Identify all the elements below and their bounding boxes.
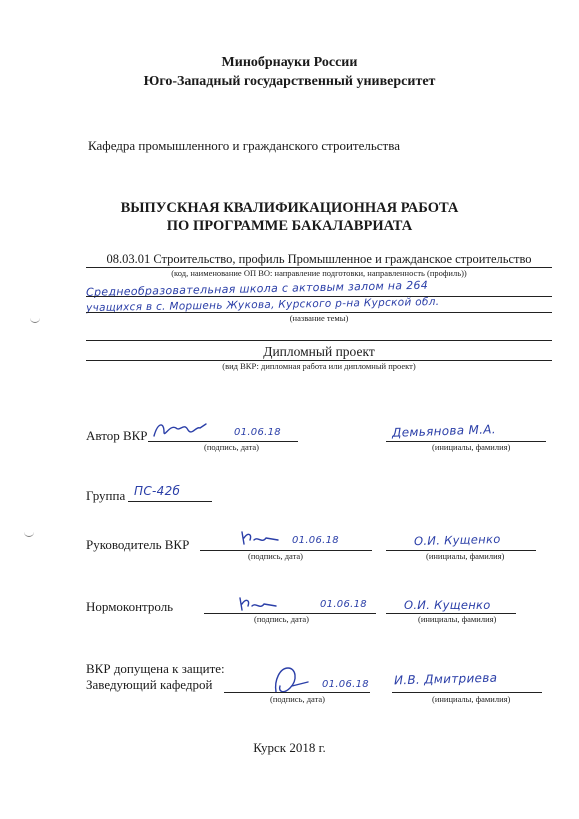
work-type-value: Дипломный проект xyxy=(263,344,375,359)
supervisor-name: О.И. Кущенко xyxy=(413,531,501,549)
author-label: Автор ВКР xyxy=(86,428,148,443)
author-date: 01.06.18 xyxy=(234,427,281,438)
department-head-date: 01.06.18 xyxy=(322,679,369,690)
supervisor-date: 01.06.18 xyxy=(292,535,339,546)
group-label: Группа xyxy=(86,488,126,503)
author-name-caption: (инициалы, фамилия) xyxy=(432,442,511,452)
department-name: Кафедра промышленного и гражданского строительства xyxy=(88,138,400,153)
topic-caption: (название темы) xyxy=(289,313,349,323)
department-head-sign-caption: (подпись, дата) xyxy=(270,694,326,704)
ministry-name: Минобрнауки России xyxy=(221,55,358,70)
supervisor-name-caption: (инициалы, фамилия) xyxy=(426,551,505,561)
document-title-line2: ПО ПРОГРАММЕ БАКАЛАВРИАТА xyxy=(166,218,413,234)
normcontrol-label: Нормоконтроль xyxy=(86,599,174,614)
program-value: 08.03.01 Строительство, профиль Промышленное и гражданское строительство xyxy=(106,252,532,266)
work-type-caption: (вид ВКР: дипломная работа или дипломный проект) xyxy=(222,361,416,371)
normcontrol-sign-caption: (подпись, дата) xyxy=(254,614,310,624)
department-head-label: Заведующий кафедрой xyxy=(86,677,213,692)
scan-mark-left-1 xyxy=(30,318,40,323)
author-sign-caption: (подпись, дата) xyxy=(204,442,260,452)
department-head-name-underline xyxy=(392,692,542,693)
admission-label: ВКР допущена к защите: xyxy=(86,661,225,676)
scan-mark-left-2 xyxy=(24,532,34,537)
topic-underline-3 xyxy=(86,340,552,341)
program-caption: (код, наименование ОП ВО: направление подготовки, направленность (профиль)) xyxy=(171,268,467,278)
normcontrol-date: 01.06.18 xyxy=(320,599,367,610)
normcontrol-name: О.И. Кущенко xyxy=(404,598,491,612)
supervisor-sign-caption: (подпись, дата) xyxy=(248,551,304,561)
department-head-name-caption: (инициалы, фамилия) xyxy=(432,694,511,704)
university-name: Юго-Западный государственный университет xyxy=(143,74,436,89)
normcontrol-name-caption: (инициалы, фамилия) xyxy=(418,614,497,624)
department-head-name: И.В. Дмитриева xyxy=(393,670,498,688)
city-year: Курск 2018 г. xyxy=(253,740,326,755)
topic-line1: Среднеобразовательная школа с актовым залом на 264 xyxy=(85,278,429,299)
author-signature xyxy=(150,418,210,442)
document-title-line1: ВЫПУСКНАЯ КВАЛИФИКАЦИОННАЯ РАБОТА xyxy=(120,200,459,216)
topic-line2: учащихся в с. Моршень Жукова, Курского р-на Курской обл. xyxy=(85,295,440,315)
group-underline xyxy=(128,501,212,502)
department-head-sign-underline xyxy=(224,692,370,693)
supervisor-signature xyxy=(238,526,282,550)
author-name: Демьянова М.А. xyxy=(391,422,497,440)
supervisor-label: Руководитель ВКР xyxy=(86,537,190,552)
group-value: ПС-42б xyxy=(134,484,181,498)
